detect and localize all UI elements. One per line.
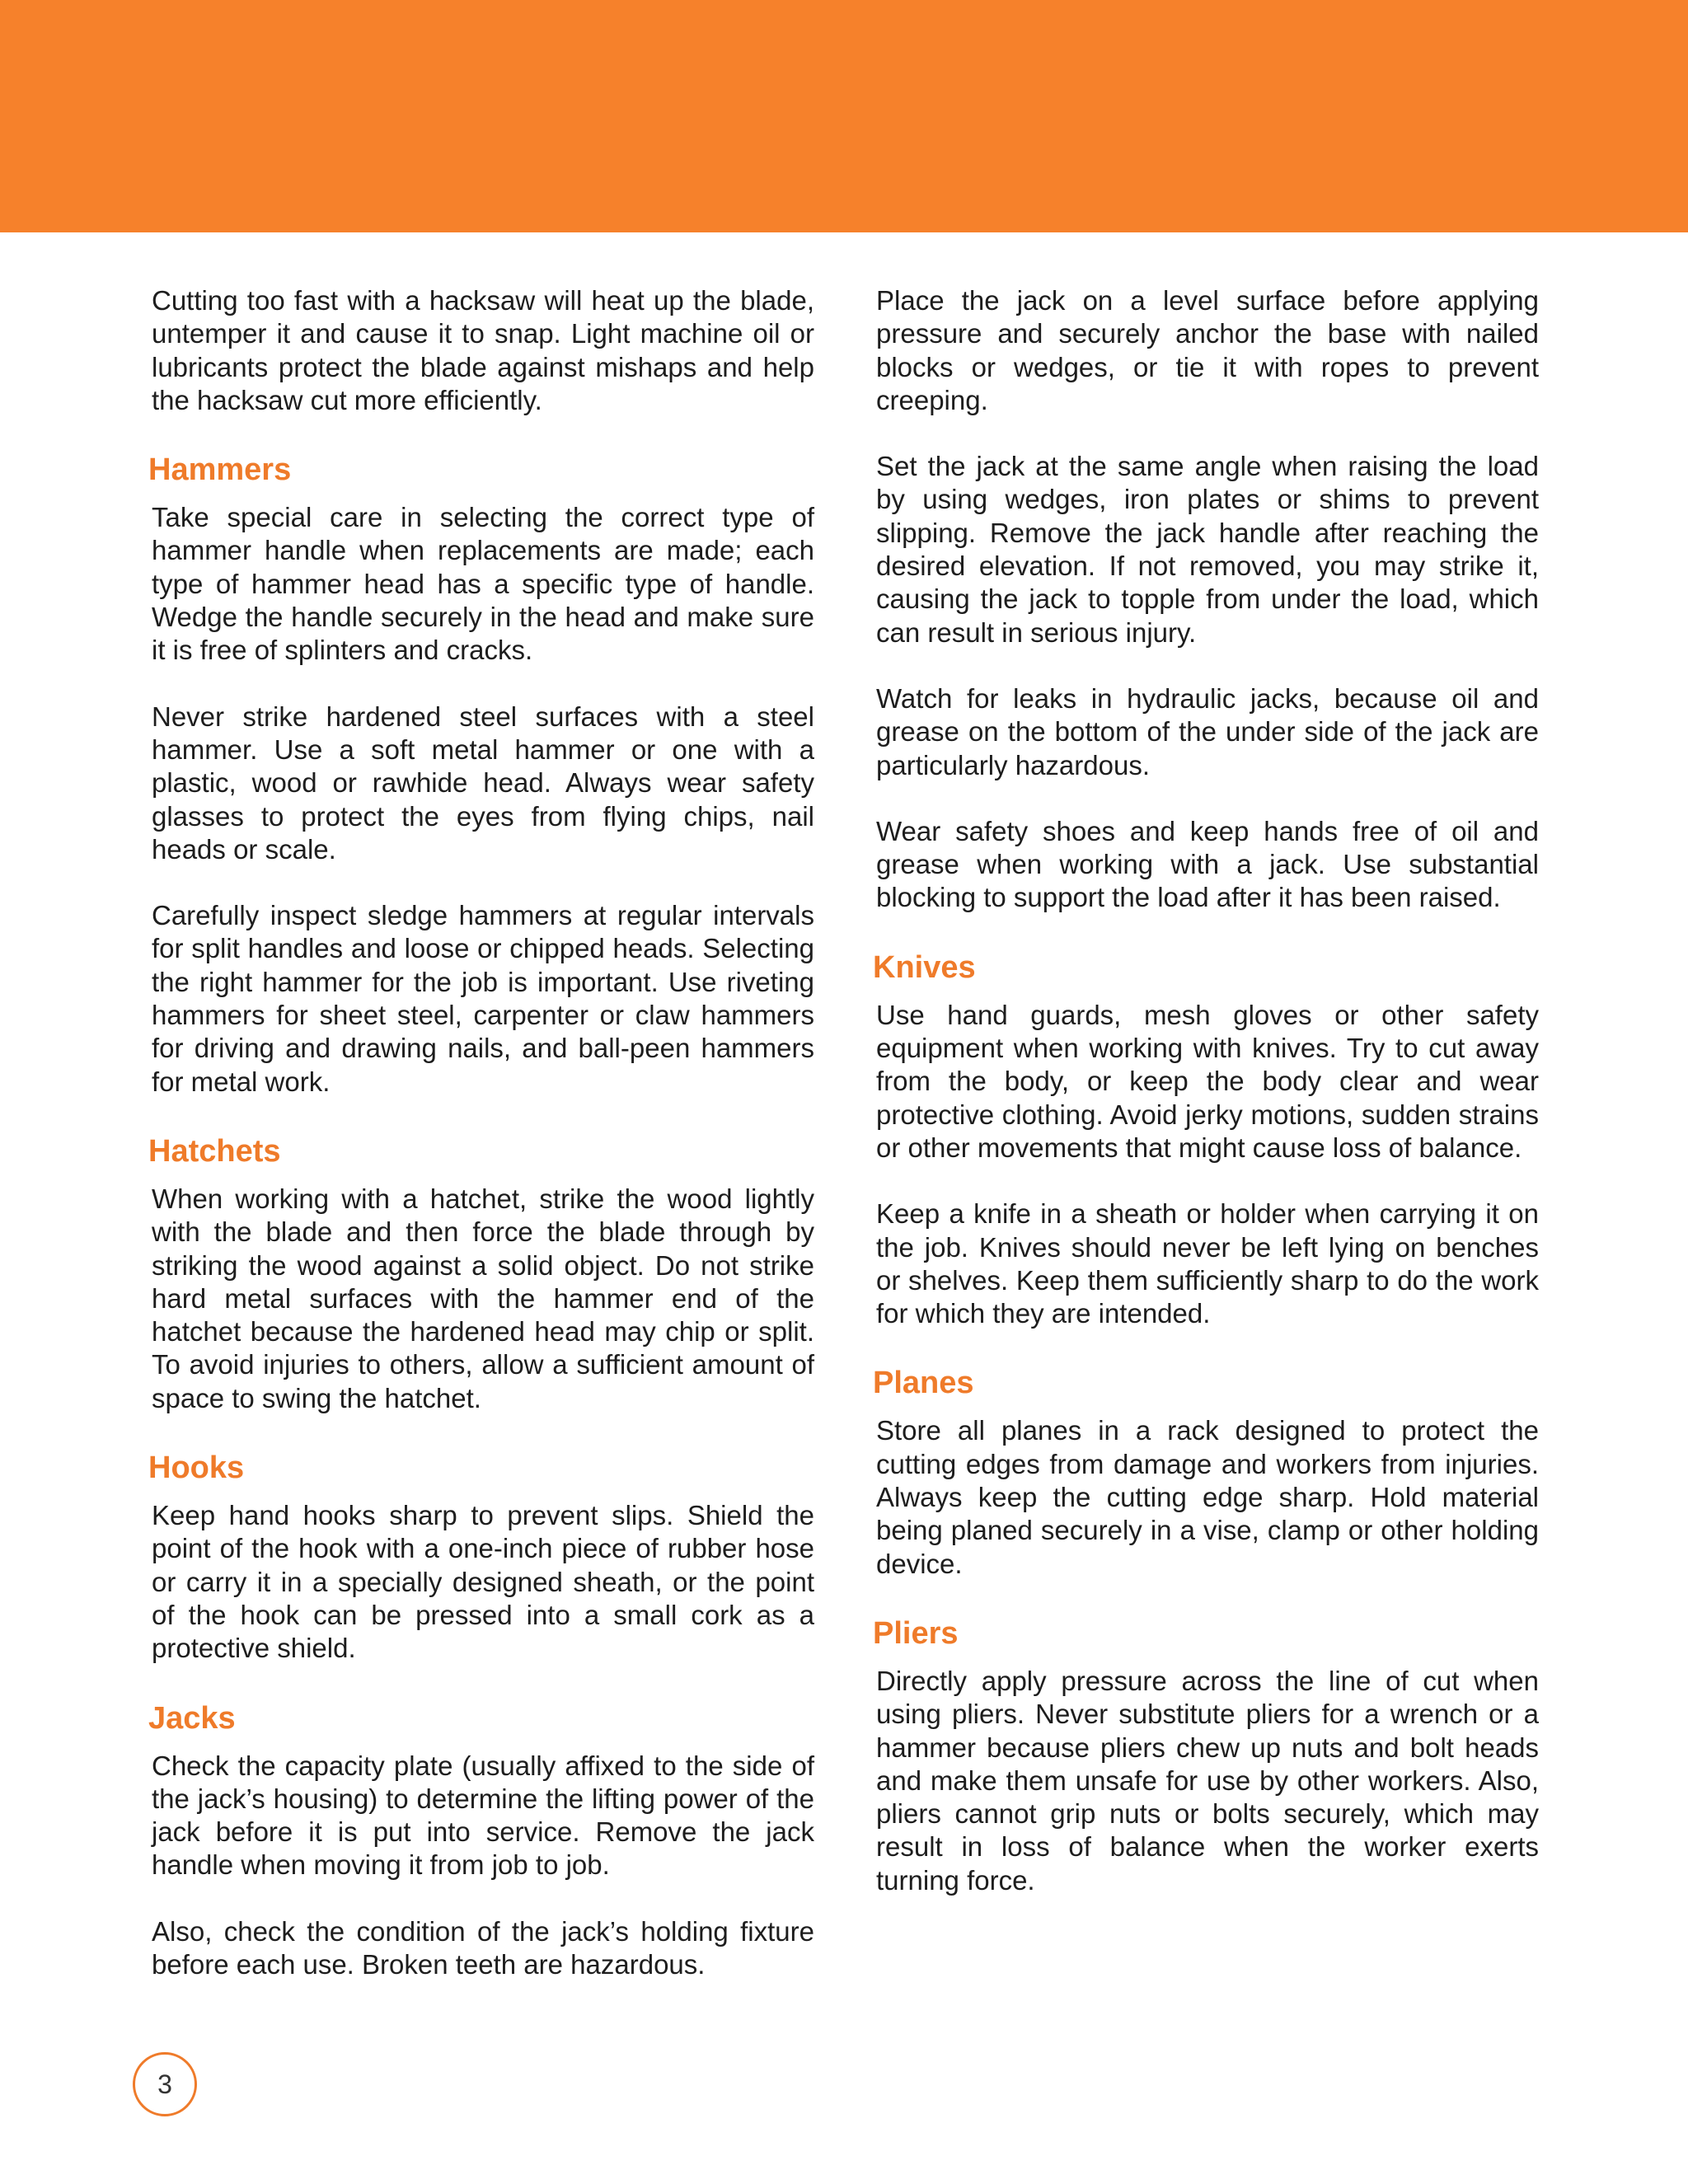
knives-heading: Knives [873, 949, 976, 985]
hammers-paragraph-1: Take special care in selecting the correct type of hammer handle when replacements are made; each type of hammer head has a specific type of handle. Wedge the handle securely in the head and make sure it is free of splinters and cracks. [152, 502, 814, 666]
hammers-paragraph-2: Never strike hardened steel surfaces with a steel hammer. Use a soft metal hammer or one with a plastic, wood or rawhide head. Always wear safety glasses to protect the eyes from flying chips, nail heads or scale. [152, 701, 814, 865]
hammers-paragraph-3: Carefully inspect sledge hammers at regular intervals for split handles and loose or chipped heads. Selecting the right hammer for the job is important. Use riveting hammers for sheet steel, carpenter or claw hammers for driving and drawing nails, and ball-peen hammers for metal work. [152, 900, 814, 1097]
hammers-heading: Hammers [148, 452, 292, 488]
hacksaw-paragraph: Cutting too fast with a hacksaw will heat up the blade, untemper it and cause it to snap. Light machine oil or lubricants protect the blade against mishaps and help the hacksaw cut more efficiently. [152, 285, 814, 415]
planes-paragraph-1: Store all planes in a rack designed to protect the cutting edges from damage and workers from injuries. Always keep the cutting edge sharp. Hold material being planed securely in a vise, clamp or other holding device. [876, 1415, 1539, 1579]
knives-paragraph-2: Keep a knife in a sheath or holder when carrying it on the job. Knives should never be left lying on benches or shelves. Keep them sufficiently sharp to do the work for which they are intended. [876, 1198, 1539, 1329]
jacks-heading: Jacks [148, 1700, 236, 1736]
pliers-paragraph-1: Directly apply pressure across the line of cut when using pliers. Never substitute pliers for a wrench or a hammer because pliers chew up nuts and bolt heads and make them unsafe for use by other workers. Also, pliers cannot grip nuts or bolts securely, which may result in loss of balance when the worker exerts turning force. [876, 1665, 1539, 1896]
header-band [0, 0, 1688, 232]
pliers-heading: Pliers [873, 1615, 959, 1651]
jacks-continued-paragraph-1: Place the jack on a level surface before applying pressure and securely anchor the base with nailed blocks or wedges, or tie it with ropes to prevent creeping. [876, 285, 1539, 415]
hooks-paragraph-1: Keep hand hooks sharp to prevent slips. Shield the point of the hook with a one-inch piece of rubber hose or carry it in a specially designed sheath, or the point of the hook can be pressed into a small cork as a protective shield. [152, 1500, 814, 1664]
planes-heading: Planes [873, 1366, 974, 1401]
jacks-continued-paragraph-3: Watch for leaks in hydraulic jacks, because oil and grease on the bottom of the under side of the jack are particularly hazardous. [876, 682, 1539, 780]
jacks-paragraph-2: Also, check the condition of the jack’s holding fixture before each use. Broken teeth are hazardous. [152, 1915, 814, 1980]
knives-paragraph-1: Use hand guards, mesh gloves or other safety equipment when working with knives. Try to cut away from the body, or keep the body clear and wear protective clothing. Avoid jerky motions, sudden strains or other movements that might cause loss of balance. [876, 999, 1539, 1163]
right-column [873, 284, 1539, 1930]
page-number-badge [133, 2052, 197, 2116]
hatchets-paragraph-1: When working with a hatchet, strike the wood lightly with the blade and then force the blade through by striking the wood against a solid object. Do not strike hard metal surfaces with the hammer end of the hatchet because the hardened head may chip or split. To avoid injuries to others, allow a sufficient amount of space to swing the hatchet. [152, 1183, 814, 1413]
left-column [148, 284, 814, 2014]
jacks-paragraph-1: Check the capacity plate (usually affixed to the side of the jack’s housing) to determine the lifting power of the jack before it is put into service. Remove the jack handle when moving it from job to job. [152, 1750, 814, 1881]
page-number: 3 [157, 2069, 172, 2099]
hooks-heading: Hooks [148, 1451, 245, 1486]
hatchets-heading: Hatchets [148, 1133, 281, 1169]
jacks-continued-paragraph-4: Wear safety shoes and keep hands free of oil and grease when working with a jack. Use substantial blocking to support the load after it has been raised. [876, 815, 1539, 913]
jacks-continued-paragraph-2: Set the jack at the same angle when raising the load by using wedges, iron plates or shims to prevent slipping. Remove the jack handle after reaching the desired elevation. If not removed, you may strike it, causing the jack to topple from under the load, which can result in serious injury. [876, 451, 1539, 648]
